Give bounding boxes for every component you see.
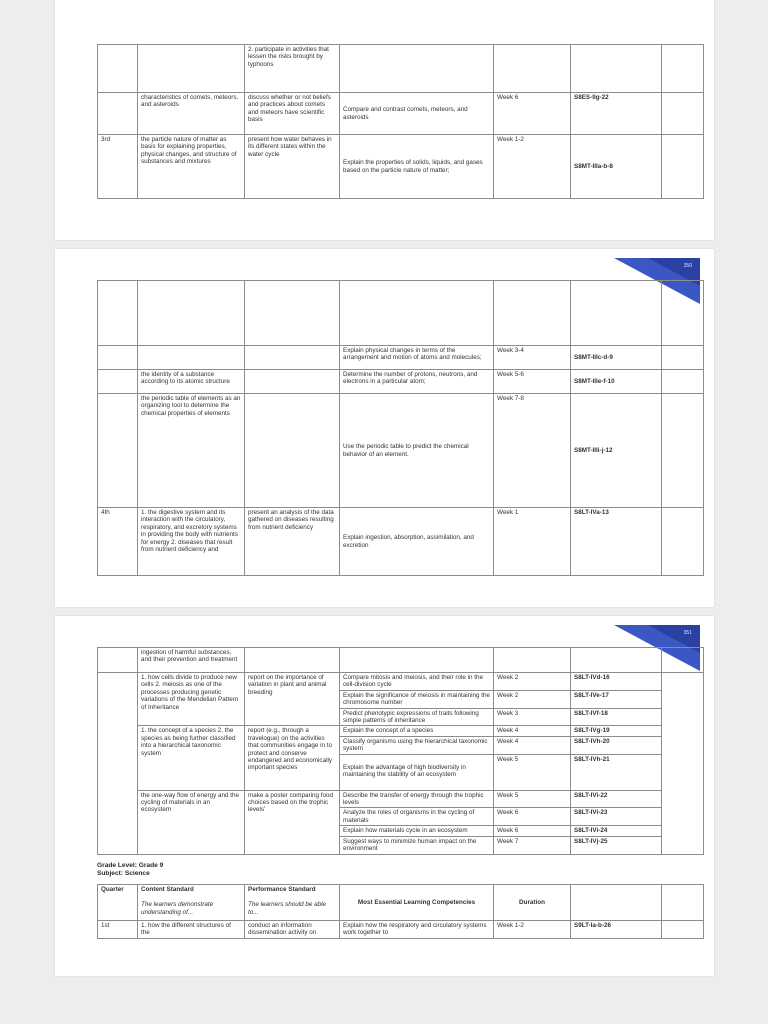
table-row — [98, 726, 704, 736]
content-standard-cell: the one-way flow of energy and the cycling of materials in an ecosystem — [138, 790, 245, 854]
performance-standard-cell: make a poster comparing food choices based on the trophic levels' — [245, 790, 340, 854]
duration-cell: Week 3-4 — [494, 346, 571, 370]
table-header-row — [98, 885, 704, 921]
extra-cell — [662, 648, 704, 673]
duration-cell: Week 6 — [494, 808, 571, 826]
competency-cell: Predict phenotypic expressions of traits following simple patterns of inheritance — [340, 708, 494, 726]
grade9-table — [97, 884, 704, 939]
table-row — [98, 394, 704, 508]
extra-cell — [662, 346, 704, 370]
duration-cell — [494, 45, 571, 93]
duration-cell: Week 5-6 — [494, 370, 571, 394]
performance-standard-cell — [245, 648, 340, 673]
competency-cell: Explain the significance of meiosis in maintaining the chromosome number — [340, 690, 494, 708]
competency-cell: Explain ingestion, absorption, assimilation, and excretion — [340, 508, 494, 576]
content-standard-cell: 1. the digestive system and its interaction with the circulatory, respiratory, and excretory systems in providing the body with nutrients for energy 2. diseases that result from nutrient deficiency and — [138, 508, 245, 576]
quarter-cell — [98, 394, 138, 508]
duration-cell: Week 6 — [494, 826, 571, 836]
performance-standard-cell — [245, 281, 340, 346]
competency-cell — [340, 648, 494, 673]
duration-cell — [494, 281, 571, 346]
document-page-2 — [55, 249, 714, 607]
competency-cell — [340, 754, 494, 790]
grade-level-heading — [97, 862, 163, 879]
table-row — [98, 370, 704, 394]
quarter-cell — [98, 281, 138, 346]
quarter-cell — [98, 673, 138, 855]
quarter-cell: 3rd — [98, 135, 138, 199]
code-cell — [571, 45, 662, 93]
extra-cell — [662, 135, 704, 199]
content-standard-cell: 1. how cells divide to produce new cells 2. meiosis as one of the processes producing genetic variations of the Mendelian Pattern of Inheritance — [138, 673, 245, 726]
duration-cell: Week 1 — [494, 508, 571, 576]
code-cell: S8MT-IIIi-j-12 — [571, 394, 662, 508]
competency-cell: Use the periodic table to predict the chemical behavior of an element. — [340, 394, 494, 508]
code-cell — [571, 281, 662, 346]
extra-cell — [662, 394, 704, 508]
document-page-1 — [55, 0, 714, 240]
duration-cell: Week 3 — [494, 708, 571, 726]
code-cell: S8LT-IVi-24 — [571, 826, 662, 836]
code-cell: S8LT-IVe-17 — [571, 690, 662, 708]
extra-cell — [662, 93, 704, 135]
code-cell: S8ES-IIg-22 — [571, 93, 662, 135]
code-cell: S8LT-IVh-20 — [571, 736, 662, 754]
content-standard-cell: 1. the concept of a species 2. the species as being further classified into a hierarchical taxonomic system — [138, 726, 245, 790]
performance-standard-cell: 2. participate in activities that lessen the risks brought by typhoons — [245, 45, 340, 93]
content-standard-cell — [138, 281, 245, 346]
duration-cell: Week 2 — [494, 673, 571, 691]
competency-cell: Explain physical changes in terms of the arrangement and motion of atoms and molecules; — [340, 346, 494, 370]
code-cell: S8LT-IVg-19 — [571, 726, 662, 736]
header-content-subtitle: The learners demonstrate understanding of... — [141, 901, 214, 916]
performance-standard-cell: present an analysis of the data gathered on diseases resulting from nutrient deficiency — [245, 508, 340, 576]
quarter-cell — [98, 93, 138, 135]
curriculum-table-page-1 — [97, 44, 704, 199]
competency-cell — [340, 281, 494, 346]
table-row — [98, 508, 704, 576]
document-page-3 — [55, 616, 714, 976]
competency-cell: Explain how materials cycle in an ecosystem — [340, 826, 494, 836]
duration-cell: Week 2 — [494, 690, 571, 708]
code-cell: S8LT-IVd-16 — [571, 673, 662, 691]
competency-cell: Determine the number of protons, neutrons, and electrons in a particular atom; — [340, 370, 494, 394]
duration-cell: Week 5 — [494, 790, 571, 808]
duration-cell: Week 1-2 — [494, 135, 571, 199]
table-row — [98, 45, 704, 93]
code-cell: S8LT-IVh-21 — [571, 754, 662, 790]
curriculum-table-page-2 — [97, 280, 704, 576]
code-cell — [571, 648, 662, 673]
content-standard-cell — [138, 346, 245, 370]
table-row — [98, 346, 704, 370]
curriculum-table-page-3 — [97, 647, 704, 855]
duration-cell: Week 6 — [494, 93, 571, 135]
competency-cell: Compare and contrast comets, meteors, and asteroids — [340, 93, 494, 135]
duration-cell: Week 1-2 — [494, 921, 571, 939]
code-cell: S8LT-IVf-18 — [571, 708, 662, 726]
grade-level: Grade Level: Grade 9 — [97, 862, 164, 869]
duration-cell: Week 4 — [494, 726, 571, 736]
content-standard-cell: 1. how the different structures of the — [138, 921, 245, 939]
content-standard-cell — [138, 45, 245, 93]
content-standard-cell: the periodic table of elements as an organizing tool to determine the chemical properties of elements — [138, 394, 245, 508]
header-content-standard — [138, 885, 245, 921]
quarter-cell: 4th — [98, 508, 138, 576]
header-extra — [662, 885, 704, 921]
performance-standard-cell — [245, 346, 340, 370]
quarter-cell — [98, 370, 138, 394]
extra-cell — [662, 673, 704, 855]
page-number: 350 — [683, 263, 692, 269]
table-row — [98, 93, 704, 135]
competency-text: Explain the advantage of high biodiversity in maintaining the stability of an ecosystem — [343, 763, 466, 779]
performance-standard-cell — [245, 370, 340, 394]
competency-cell: Classify organisms using the hierarchical taxonomic system — [340, 736, 494, 754]
performance-standard-cell — [245, 394, 340, 508]
competency-cell: Explain the concept of a species — [340, 726, 494, 736]
table-row — [98, 135, 704, 199]
table-row — [98, 281, 704, 346]
extra-cell — [662, 281, 704, 346]
competency-cell: Compare mitosis and meiosis, and their role in the cell-division cycle — [340, 673, 494, 691]
competency-cell: Describe the transfer of energy through the trophic levels — [340, 790, 494, 808]
content-standard-cell: the identity of a substance according to its atomic structure — [138, 370, 245, 394]
quarter-cell: 1st — [98, 921, 138, 939]
subject: Subject: Science — [97, 870, 150, 878]
code-cell: S9LT-Ia-b-26 — [571, 921, 662, 939]
header-duration: Duration — [494, 885, 571, 921]
competency-cell — [340, 45, 494, 93]
performance-standard-cell: discuss whether or not beliefs and practices about comets and meteors have scientific basis — [245, 93, 340, 135]
extra-cell — [662, 921, 704, 939]
extra-cell — [662, 45, 704, 93]
competency-cell: Analyze the roles of organisms in the cycling of materials — [340, 808, 494, 826]
table-row — [98, 921, 704, 939]
content-standard-cell: the particle nature of matter as basis for explaining properties, physical changes, and structure of substances and mixtures — [138, 135, 245, 199]
header-performance-standard — [245, 885, 340, 921]
extra-cell — [662, 370, 704, 394]
code-cell: S8LT-IVj-25 — [571, 836, 662, 854]
header-quarter: Quarter — [98, 885, 138, 921]
header-performance-title: Performance Standard — [248, 886, 316, 893]
header-content-title: Content Standard — [141, 886, 194, 893]
competency-cell: Explain how the respiratory and circulatory systems work together to — [340, 921, 494, 939]
table-row — [98, 790, 704, 808]
extra-cell — [662, 508, 704, 576]
header-performance-subtitle: The learners should be able to... — [248, 901, 327, 916]
duration-cell: Week 5 — [494, 754, 571, 790]
duration-cell — [494, 648, 571, 673]
page-number: 351 — [683, 630, 692, 636]
code-cell: S8LT-IVi-22 — [571, 790, 662, 808]
quarter-cell — [98, 346, 138, 370]
competency-cell: Explain the properties of solids, liquids, and gases based on the particle nature of matter; — [340, 135, 494, 199]
performance-standard-cell: report on the importance of variation in plant and animal breeding — [245, 673, 340, 726]
code-cell: S8MT-IIIe-f-10 — [571, 370, 662, 394]
header-competencies: Most Essential Learning Competencies — [340, 885, 494, 921]
duration-cell: Week 7-8 — [494, 394, 571, 508]
performance-standard-cell: report (e.g., through a travelogue) on the activities that communities engage in to protect and conserve endangered and economically important species — [245, 726, 340, 790]
quarter-cell — [98, 45, 138, 93]
performance-standard-cell: conduct an information dissemination activity on — [245, 921, 340, 939]
content-standard-cell: characteristics of comets, meteors, and asteroids — [138, 93, 245, 135]
table-row — [98, 673, 704, 691]
quarter-cell — [98, 648, 138, 673]
duration-cell: Week 4 — [494, 736, 571, 754]
code-cell: S8LT-IVa-13 — [571, 508, 662, 576]
duration-cell: Week 7 — [494, 836, 571, 854]
competency-cell: Suggest ways to minimize human impact on the environment — [340, 836, 494, 854]
code-cell: S8MT-IIIc-d-9 — [571, 346, 662, 370]
code-cell: S8LT-IVi-23 — [571, 808, 662, 826]
header-code — [571, 885, 662, 921]
content-standard-cell: ingestion of harmful substances, and their prevention and treatment — [138, 648, 245, 673]
code-cell: S8MT-IIIa-b-8 — [571, 135, 662, 199]
performance-standard-cell: present how water behaves in its different states within the water cycle — [245, 135, 340, 199]
table-row — [98, 648, 704, 673]
